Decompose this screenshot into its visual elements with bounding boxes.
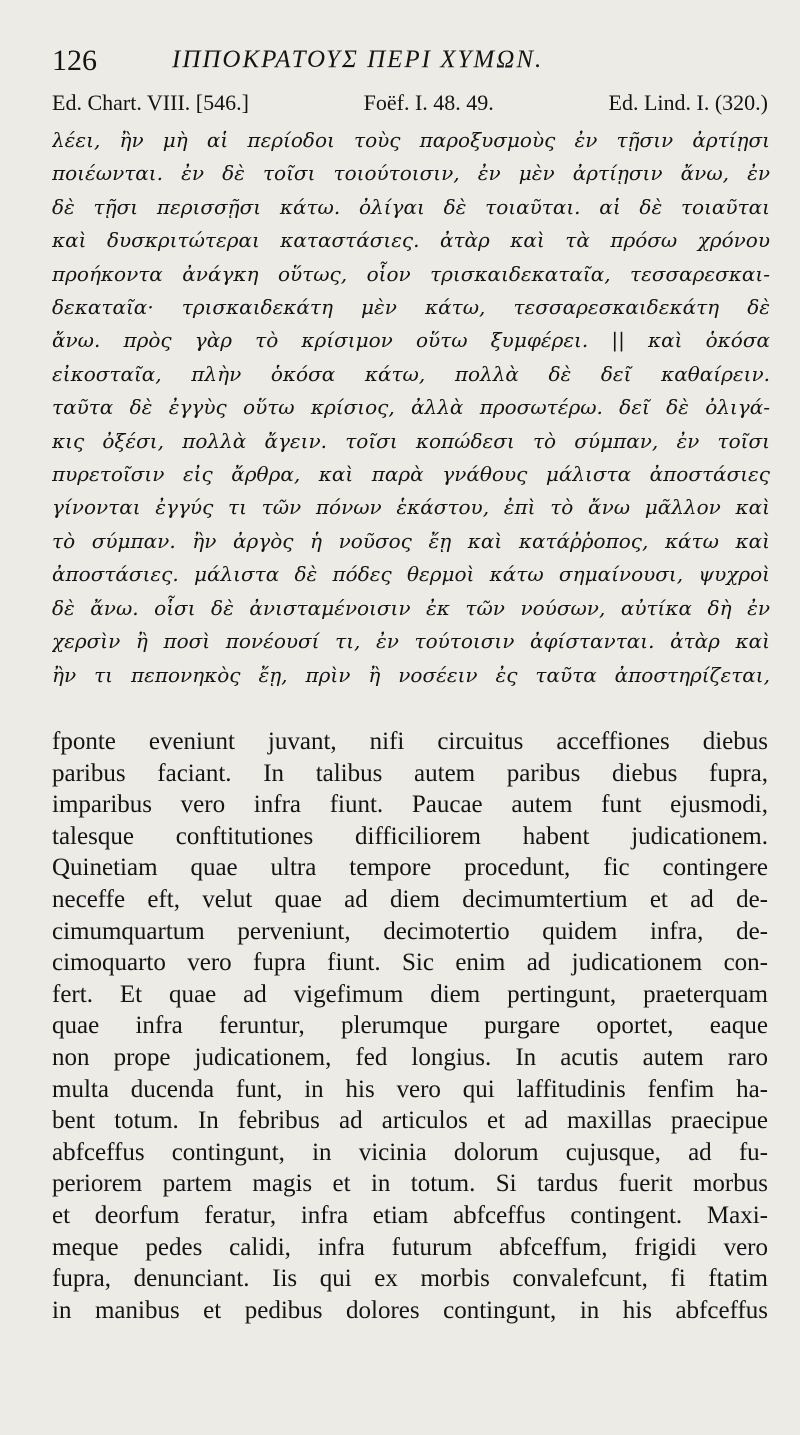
page-header (52, 42, 772, 82)
latin-text-line: neceffe eft, velut quae ad diem decimumtertium et ad de- (52, 885, 768, 913)
latin-text-line: cimumquartum perveniunt, decimotertio quidem infra, de- (52, 917, 768, 945)
latin-text-line: non prope judicationem, fed longius. In acutis autem raro (52, 1043, 768, 1071)
latin-text-line: meque pedes calidi, infra futurum abfceffum, frigidi vero (52, 1233, 768, 1261)
edition-reference-line (52, 90, 768, 116)
latin-text-line: talesque conftitutiones difficiliorem habent judicationem. (52, 822, 768, 850)
latin-text-line: bent totum. In febribus ad articulos et ad maxillas praecipue (52, 1107, 768, 1135)
greek-text-line: γίνονται ἐγγύς τι τῶν πόνων ἑκάστου, ἐπὶ τὸ ἄνω μᾶλλον καὶ (52, 495, 770, 520)
greek-text-line: καὶ δυσκριτώτεραι καταστάσιες. ἀτὰρ καὶ τὰ πρόσω χρόνου (52, 228, 770, 253)
greek-text-line: λέει, ἢν μὴ αἱ περίοδοι τοὺς παροξυσμοὺς ἐν τῇσιν ἀρτίῃσι (52, 128, 770, 152)
greek-text-line: δὲ ἄνω. οἷσι δὲ ἀνισταμένοισιν ἐκ τῶν νούσων, αὐτίκα δὴ ἐν (52, 595, 770, 620)
greek-text-line: εἰκοσταῖα, πλὴν ὁκόσα κάτω, πολλὰ δὲ δεῖ καθαίρειν. (52, 361, 770, 386)
edition-foes-ref: Foëf. I. 48. 49. (363, 90, 494, 115)
greek-text-block (52, 124, 770, 692)
latin-text-line: in manibus et pedibus dolores contingunt, in his abfceffus (52, 1296, 768, 1324)
latin-text-line: cimoquarto vero fupra fiunt. Sic enim ad judicationem con- (52, 949, 768, 977)
latin-text-line: Quinetiam quae ultra tempore procedunt, fic contingere (52, 854, 768, 882)
greek-text-line: ταῦτα δὲ ἐγγὺς οὕτω κρίσιος, ἀλλὰ προσωτέρω. δεῖ δὲ ὀλιγά- (52, 395, 770, 420)
greek-text-line: χερσὶν ἢ ποσὶ πονέουσί τι, ἐν τούτοισιν ἀφίστανται. ἀτὰρ καὶ (52, 629, 770, 654)
latin-text-line: periorem partem magis et in totum. Si tardus fuerit morbus (52, 1170, 768, 1198)
latin-text-line: fupra, denunciant. Iis qui ex morbis convalefcunt, fi ftatim (52, 1265, 768, 1293)
greek-text-line: ἄνω. πρὸς γὰρ τὸ κρίσιμον οὕτω ξυμφέρει. || καὶ ὁκόσα (52, 328, 770, 353)
latin-text-line: fponte eveniunt juvant, nifi circuitus acceffiones diebus (52, 728, 768, 755)
latin-text-line: quae infra feruntur, plerumque purgare oportet, eaque (52, 1012, 768, 1040)
edition-chart-ref: Ed. Chart. VIII. [546.] (52, 90, 249, 115)
latin-text-line: paribus faciant. In talibus autem paribus diebus fupra, (52, 759, 768, 787)
greek-text-line: πυρετοῖσιν εἰς ἄρθρα, καὶ παρὰ γνάθους μάλιστα ἀποστάσιες (52, 462, 770, 487)
latin-text-line: abfceffus contingunt, in vicinia dolorum cujusque, ad fu- (52, 1138, 768, 1166)
latin-text-line: imparibus vero infra fiunt. Paucae autem funt ejusmodi, (52, 791, 768, 819)
greek-text-line: τὸ σύμπαν. ἢν ἀργὸς ἡ νοῦσος ἔῃ καὶ κατάῤῥοπος, κάτω καὶ (52, 528, 770, 553)
latin-text-line: multa ducenda funt, in his vero qui laffitudinis fenfim ha- (52, 1075, 768, 1103)
greek-text-line: δὲ τῇσι περισσῇσι κάτω. ὀλίγαι δὲ τοιαῦται. αἱ δὲ τοιαῦται (52, 194, 770, 219)
greek-text-line: ἢν τι πεπονηκὸς ἔῃ, πρὶν ἢ νοσέειν ἐς ταῦτα ἀποστηρίζεται, (52, 662, 770, 687)
greek-text-line: δεκαταῖα· τρισκαιδεκάτη μὲν κάτω, τεσσαρεσκαιδεκάτη δὲ (52, 295, 770, 320)
greek-text-line: προήκοντα ἀνάγκη οὕτως, οἷον τρισκαιδεκαταῖα, τεσσαρεσκαι- (52, 261, 770, 286)
edition-lind-ref: Ed. Lind. I. (320.) (608, 90, 768, 115)
greek-text-line: ποιέωνται. ἐν δὲ τοῖσι τοιούτοισιν, ἐν μὲν ἀρτίῃσιν ἄνω, ἐν (52, 161, 770, 186)
page-number: 126 (52, 44, 97, 77)
greek-text-line: κις ὀξέσι, πολλὰ ἄγειν. τοῖσι κοπώδεσι τὸ σύμπαν, ἐν τοῖσι (52, 428, 770, 453)
latin-text-line: et deorfum feratur, infra etiam abfceffus contingent. Maxi- (52, 1201, 768, 1229)
greek-text-line: ἀποστάσιες. μάλιστα δὲ πόδες θερμοὶ κάτω σημαίνουσι, ψυχροὶ (52, 562, 770, 587)
latin-text-line: fert. Et quae ad vigefimum diem pertingunt, praeterquam (52, 980, 768, 1008)
running-title: ΙΠΠΟΚΡΑΤΟΥΣ ΠΕΡΙ ΧΥΜΩΝ. (172, 46, 544, 73)
latin-text-block (52, 726, 768, 1326)
